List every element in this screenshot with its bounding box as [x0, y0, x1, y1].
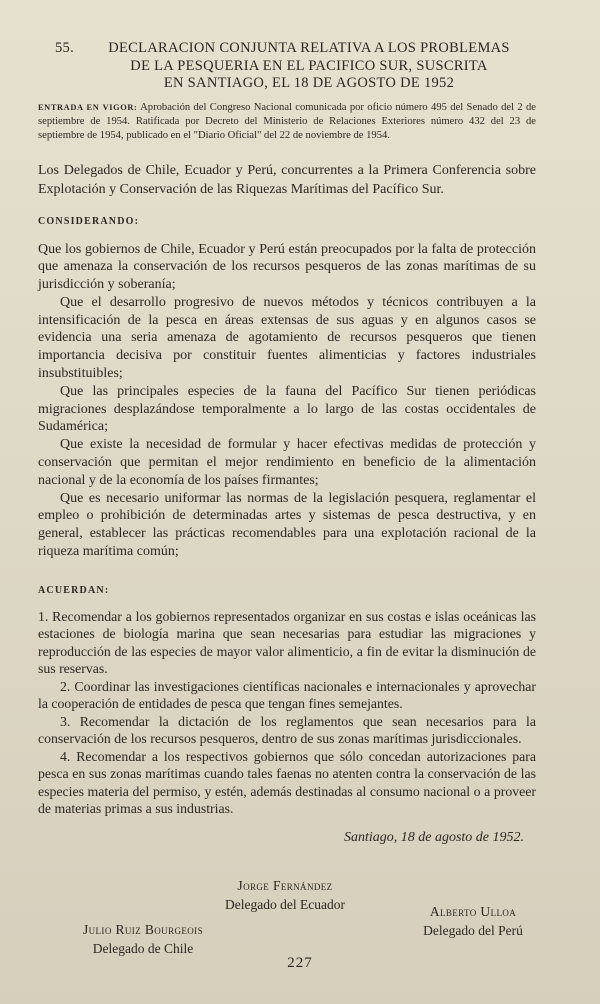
- page-number: 227: [287, 955, 313, 971]
- entry-into-force-note: [38, 101, 536, 143]
- agreement-item: 4. Recomendar a los respectivos gobiernos que sólo concedan autorizaciones para pesca en sus zonas marítimas cuando tales faenas no atenten contra la conservación de las especies materia del permiso, y estén, además destinadas al consumo nacional o a proveer de materias primas a sus industrias.: [38, 748, 536, 817]
- acuerdan-body: [38, 608, 536, 818]
- agreement-item: 1. Recomendar a los gobiernos representados organizar en sus costas e islas oceánicas las estaciones de biología marina que sean necesarias para estudiar las migraciones y reproducción de las especies de mayor valor alimenticio, a fin de evitar la disminución de sus reservas.: [38, 608, 536, 677]
- heading-line: EN SANTIAGO, EL 18 DE AGOSTO DE 1952: [163, 75, 455, 91]
- signatory-name: Julio Ruiz Bourgeois: [82, 922, 203, 937]
- agreement-item: 3. Recomendar la dictación de los reglamentos que sean necesarios para la conservación de los recursos pesqueros, dentro de sus zonas marítimas jurisdiccionales.: [38, 713, 536, 747]
- signatory-role: Delegado del Perú: [423, 923, 523, 938]
- acuerdan-heading: ACUERDAN:: [38, 584, 110, 596]
- entry-label: ENTRADA EN VIGOR:: [38, 102, 138, 112]
- signature-ecuador: [200, 876, 370, 914]
- considerando-heading: CONSIDERANDO:: [38, 215, 140, 227]
- heading-number: 55.: [54, 40, 74, 56]
- signatory-name: Alberto Ulloa: [429, 904, 517, 919]
- signatory-name: Jorge Fernández: [237, 878, 333, 893]
- considerando-paragraph: Que los gobiernos de Chile, Ecuador y Perú están preocupados por la falta de protección que amenaza la conservación de los recursos pesqueros de las zonas marítimas de su jurisdicción y soberanía;: [38, 241, 536, 293]
- considerando-paragraph: Que es necesario uniformar las normas de la legislación pesquera, reglamentar el empleo o prohibición de determinadas artes y sistemas de pesca destructiva, y en general, establecer las prácticas recomendables para una explotación racional de la riqueza marítima común;: [38, 490, 536, 560]
- signatory-role: Delegado de Chile: [92, 941, 194, 956]
- agreement-item: 2. Coordinar las investigaciones científicas nacionales e internacionales y aprovechar la cooperación de entidades de pesca que tengan fines semejantes.: [38, 678, 536, 712]
- considerando-paragraph: Que las principales especies de la fauna del Pacífico Sur tienen periódicas migraciones desplazándose temporalmente a lo largo de las costas occidentales de Sudamérica;: [38, 383, 536, 435]
- considerando-paragraph: Que existe la necesidad de formular y hacer efectivas medidas de protección y conservación que permitan el mejor rendimiento en beneficio de la alimentación nacional y de la economía de los países firmantes;: [38, 437, 536, 488]
- signatory-role: Delegado del Ecuador: [225, 897, 345, 912]
- considerando-paragraph: Que el desarrollo progresivo de nuevos métodos y técnicos contribuyen a la intensificación de la pesca en áreas extensas de sus aguas y en algunos casos se evidencia una seria amenaza de agotamiento de recursos pesqueros que tienen importancia decisiva por constituir fuentes alimenticias y factores industriales insubstituibles;: [38, 294, 536, 382]
- document-heading: [38, 40, 536, 93]
- heading-line: DE LA PESQUERIA EN EL PACIFICO SUR, SUSCRITA: [130, 57, 488, 74]
- heading-line: DECLARACION CONJUNTA RELATIVA A LOS PROBLEMAS: [108, 40, 510, 56]
- signature-peru: [398, 902, 548, 940]
- heading-title: [82, 40, 536, 93]
- intro-paragraph: Los Delegados de Chile, Ecuador y Perú, concurrentes a la Primera Conferencia sobre Explotación y Conservación de las Riquezas Marítimas del Pacífico Sur.: [38, 162, 536, 197]
- entry-text: Aprobación del Congreso Nacional comunicada por oficio número 495 del Senado del 2 de septiembre de 1954. Ratificada por Decreto del Ministerio de Relaciones Exteriores número 432 del 23 de septiembre de 1954, publicado en el "Diario Oficial" del 22 de noviembre de 1954.: [38, 101, 536, 141]
- place-and-date: Santiago, 18 de agosto de 1952.: [343, 829, 524, 845]
- signature-chile: [58, 920, 228, 958]
- considerando-body: [38, 241, 536, 561]
